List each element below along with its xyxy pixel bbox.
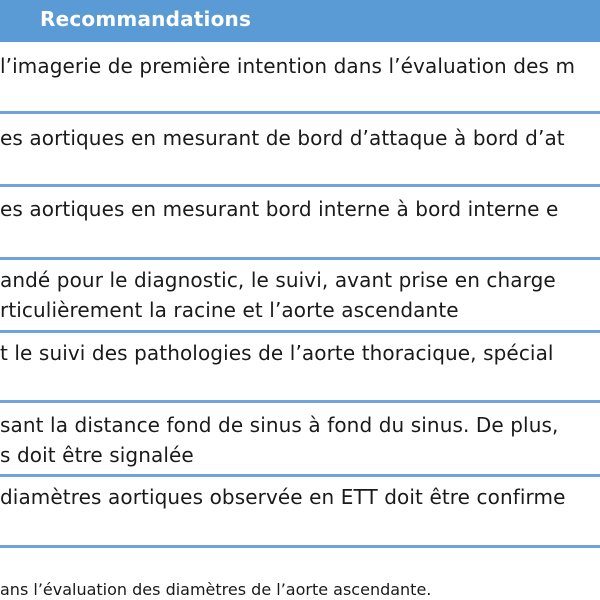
- table-row-1-line-1: l’imagerie de première intention dans l’évaluation des m: [0, 54, 576, 78]
- table-row-4-line-2: rticulièrement la racine et l’aorte ascendante: [0, 298, 459, 322]
- row-divider: [0, 111, 600, 114]
- row-divider: [0, 257, 600, 260]
- header-title: Recommandations: [40, 7, 252, 31]
- table-row-2-line-1: es aortiques en mesurant de bord d’attaque à bord d’at: [0, 126, 565, 150]
- table-footnote: ans l’évaluation des diamètres de l’aorte ascendante.: [0, 580, 432, 599]
- table-row-4-line-1: andé pour le diagnostic, le suivi, avant prise en charge: [0, 268, 556, 292]
- table-row-6-line-1: sant la distance fond de sinus à fond du sinus. De plus,: [0, 413, 559, 437]
- table-header: [0, 0, 600, 42]
- row-divider: [0, 184, 600, 187]
- table-row-5-line-1: t le suivi des pathologies de l’aorte thoracique, spécial: [0, 341, 554, 365]
- row-divider: [0, 474, 600, 477]
- table-row-7-line-1: diamètres aortiques observée en ETT doit être confirme: [0, 485, 566, 509]
- table-row-3-line-1: es aortiques en mesurant bord interne à bord interne e: [0, 197, 559, 221]
- row-divider: [0, 400, 600, 403]
- row-divider: [0, 545, 600, 548]
- table-row-6-line-2: s doit être signalée: [0, 443, 194, 467]
- row-divider: [0, 330, 600, 333]
